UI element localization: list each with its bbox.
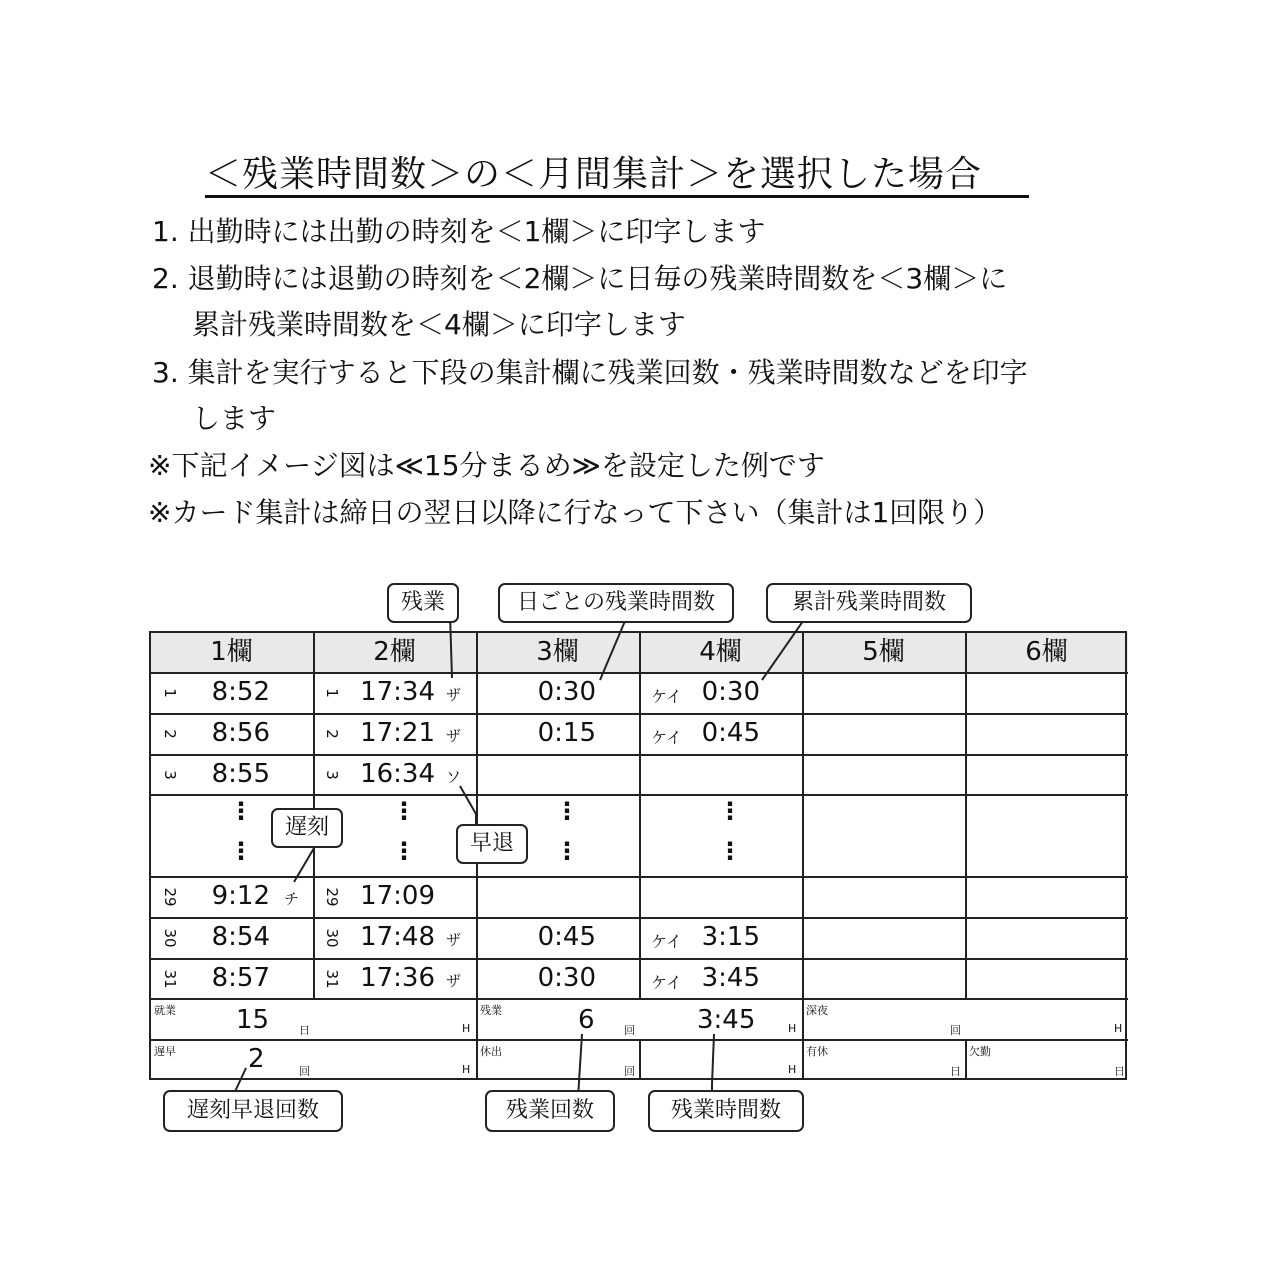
clock-out-time: 17:09 [360,881,435,911]
clock-in-time: 9:12 [211,881,270,911]
header-col-1: 1欄 [210,637,253,667]
clock-in-time: 8:56 [211,718,270,748]
day-number: 30 [161,928,179,948]
instruction-1: 1. 出勤時には出勤の時刻を＜1欄＞に印字します [152,215,766,248]
summary-unit: H [788,1022,797,1035]
header-col-6: 6欄 [1025,637,1068,667]
callout-overtime-count: 残業回数 [485,1090,615,1132]
callout-early-leave: 早退 [456,824,528,864]
day-number: 1 [161,688,179,698]
day-number: 29 [323,887,341,907]
cumulative-mark: ケイ [651,973,682,992]
late-mark: チ [284,890,300,908]
ellipsis-dots: ⋮ [229,797,253,825]
summary-unit: H [462,1022,471,1035]
callout-late-early-count: 遅刻早退回数 [163,1090,343,1132]
clock-out-time: 17:21 [360,718,435,748]
day-number: 3 [161,770,179,780]
callout-cumulative-overtime: 累計残業時間数 [766,583,972,623]
summary-unit: 回 [950,1024,961,1037]
header-col-4: 4欄 [699,637,742,667]
instruction-2: 2. 退勤時には退勤の時刻を＜2欄＞に日毎の残業時間数を＜3欄＞に [152,262,1008,295]
ellipsis-dots: ⋮ [718,797,742,825]
note-rounding: ※下記イメージ図は≪15分まるめ≫を設定した例です [148,449,825,482]
cumulative-mark: ケイ [651,932,682,951]
callout-overtime-hours: 残業時間数 [648,1090,804,1132]
cumulative-mark: ケイ [651,687,682,706]
overtime-mark: ザ [446,972,462,990]
ellipsis-dots: ⋮ [555,837,579,865]
cumulative-overtime: 3:45 [701,963,760,993]
day-number: 31 [161,969,179,989]
table-frame [149,631,1127,1080]
overtime-mark: ザ [446,727,462,745]
ellipsis-dots: ⋮ [718,837,742,865]
cumulative-overtime: 3:15 [701,922,760,952]
callout-overtime: 残業 [387,583,459,623]
summary-unit: H [788,1063,797,1076]
day-number: 31 [323,969,341,989]
summary-unit: 回 [624,1024,635,1037]
note-card-total: ※カード集計は締日の翌日以降に行なって下さい（集計は1回限り） [148,496,1002,529]
header-col-2: 2欄 [373,637,416,667]
summary-unit: 回 [299,1065,310,1078]
callout-late: 遅刻 [271,808,343,848]
summary-late-count: 2 [248,1044,265,1074]
summary-absence-label: 欠勤 [969,1045,991,1058]
ellipsis-dots: ⋮ [229,837,253,865]
summary-paid-leave-label: 有休 [806,1045,828,1058]
header-col-3: 3欄 [536,637,579,667]
day-number: 3 [323,770,341,780]
early-leave-mark: ソ [446,768,462,786]
clock-in-time: 8:52 [211,677,270,707]
overtime-mark: ザ [446,686,462,704]
callout-daily-overtime: 日ごとの残業時間数 [498,583,734,623]
day-number: 2 [161,729,179,739]
summary-ot-label: 残業 [480,1004,502,1017]
clock-out-time: 17:48 [360,922,435,952]
daily-overtime: 0:15 [537,718,596,748]
daily-overtime: 0:30 [537,963,596,993]
clock-in-time: 8:55 [211,759,270,789]
summary-night-label: 深夜 [806,1004,828,1017]
instruction-2-cont: 累計残業時間数を＜4欄＞に印字します [192,308,686,341]
summary-late-label: 遅早 [154,1045,176,1058]
ellipsis-dots: ⋮ [555,797,579,825]
ellipsis-dots: ⋮ [392,797,416,825]
instruction-3-cont: します [192,402,277,435]
summary-ot-count: 6 [578,1005,595,1035]
overtime-mark: ザ [446,931,462,949]
title-underline [205,195,1029,198]
day-number: 30 [323,928,341,948]
clock-out-time: 16:34 [360,759,435,789]
clock-in-time: 8:54 [211,922,270,952]
summary-unit: 回 [624,1065,635,1078]
summary-holiday-work-label: 休出 [480,1045,502,1058]
day-number: 2 [323,729,341,739]
day-number: 29 [161,887,179,907]
page-title: ＜残業時間数＞の＜月間集計＞を選択した場合 [205,154,983,195]
clock-in-time: 8:57 [211,963,270,993]
cumulative-overtime: 0:45 [701,718,760,748]
daily-overtime: 0:30 [537,677,596,707]
cumulative-mark: ケイ [651,728,682,747]
summary-unit: 日 [950,1065,961,1078]
header-col-5: 5欄 [862,637,905,667]
summary-unit: 日 [299,1024,310,1037]
summary-work-label: 就業 [154,1004,176,1017]
ellipsis-dots: ⋮ [392,837,416,865]
summary-unit: 日 [1114,1065,1125,1078]
clock-out-time: 17:36 [360,963,435,993]
cumulative-overtime: 0:30 [701,677,760,707]
summary-unit: H [462,1063,471,1076]
daily-overtime: 0:45 [537,922,596,952]
summary-ot-hours: 3:45 [697,1005,756,1035]
clock-out-time: 17:34 [360,677,435,707]
summary-unit: H [1114,1022,1123,1035]
instruction-3: 3. 集計を実行すると下段の集計欄に残業回数・残業時間数などを印字 [152,356,1028,389]
day-number: 1 [323,688,341,698]
summary-work-days: 15 [236,1005,270,1035]
